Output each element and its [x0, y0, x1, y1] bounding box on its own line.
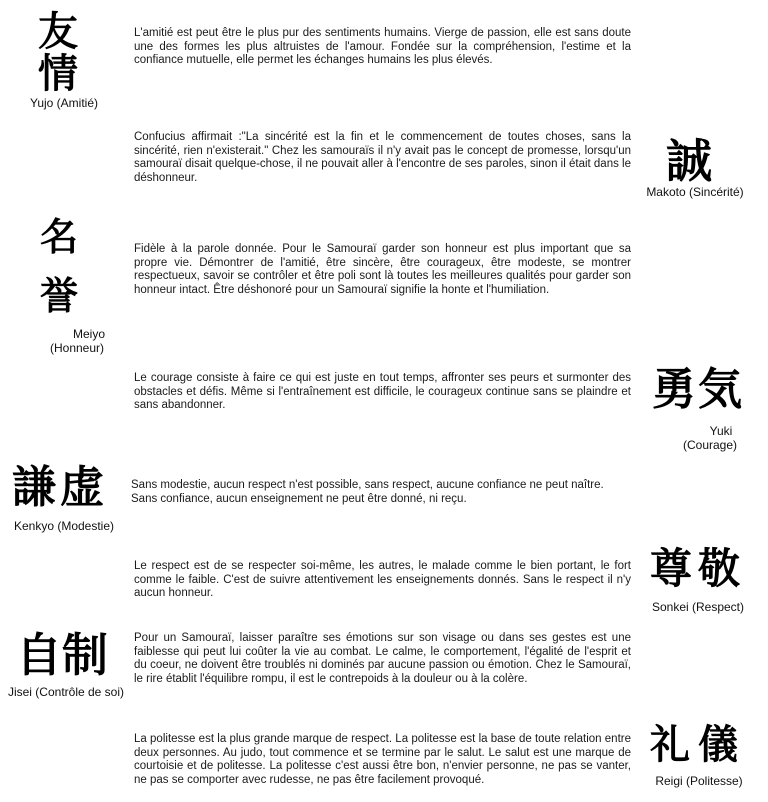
caption-yuki [670, 424, 750, 452]
caption-jisei: Jisei (Contrôle de soi) [7, 685, 125, 699]
kanji-jo: 情 [38, 50, 78, 97]
caption-meiyo-name: Meiyo [72, 327, 105, 341]
caption-yuki-meaning: (Courage) [682, 438, 738, 452]
text-yuki: Le courage consiste à faire ce qui est juste en tout temps, affronter ses peurs et surmonter des obstacles et défis. Même si l'entraînement est difficile, le courageux continue sans se plaindre et sans abandonner. [134, 372, 631, 412]
text-kenkyo: Sans modestie, aucun respect n'est possible, sans respect, aucune confiance ne peut naître. Sans confiance, aucun enseignement ne peut être donné, ni reçu. [131, 479, 604, 505]
text-jisei: Pour un Samouraï, laisser paraître ses émotions sur son visage ou dans ses gestes est une faiblesse qui peut lui coûter la vie au combat. Le calme, le comportement, l'égalité de l'esprit et du coeur, ne doivent être troublés ni dominés par aucune passion ou émotion. Chez le Samouraï, le rire établit l'équilibre rompu, il est le contrepoids à la douleur ou à la colère. [134, 632, 631, 685]
text-yujo: L'amitié est peut être le plus pur des sentiments humains. Vierge de passion, elle est sans doute une des formes les plus altruistes de l'amour. Fondée sur la compréhension, l'estime et la confiance mutuelle, elle permet les échanges humains les plus élevés. [134, 27, 631, 67]
kanji-yo: 誉 [40, 273, 79, 318]
text-makoto: Confucius affirmait :"La sincérité est la fin et le commencement de toutes choses, sans la sincérité, rien n'existerait." Chez les samouraïs il n'y avait pas le concept de promesse, lorsqu'un samouraï disait quelque-chose, il ne pouvait aller à l'encontre de ses paroles, sinon il était dans le déshonneur. [134, 131, 631, 184]
kanji-yu: 友 [38, 8, 78, 55]
kanji-son: 尊 [650, 544, 693, 593]
caption-meiyo-meaning: (Honneur) [49, 341, 105, 355]
caption-sonkei: Sonkei (Respect) [651, 600, 745, 614]
kanji-yuu: 勇 [652, 364, 696, 415]
kanji-kei: 敬 [698, 544, 741, 593]
caption-kenkyo: Kenkyo (Modestie) [13, 519, 115, 533]
caption-makoto: Makoto (Sincérité) [646, 185, 744, 199]
kanji-sei: 制 [62, 628, 108, 682]
text-reigi: La politesse est la plus grande marque de respect. La politesse est la base de toute relation entre deux personnes. Au judo, tout commence et se termine par le salut. Le salut est une marque de courtoisie et de politesse. La politesse c'est aussi être bon, n'envier personne, ne pas se vanter, ne pas se comporter avec rudesse, ne pas être facilement provoqué. [134, 733, 631, 786]
caption-yuki-name: Yuki [709, 424, 733, 438]
caption-meiyo [40, 327, 130, 355]
kanji-ji: 自 [16, 628, 62, 682]
kanji-ki: 気 [698, 364, 742, 415]
kanji-rei: 礼 [650, 721, 690, 768]
text-sonkei: Le respect est de se respecter soi-même, les autres, le malade comme le bien portant, le fort comme le faible. C'est de suivre attentivement les enseignements donnés. Sans le respect il n'y aucun honneur. [134, 560, 631, 600]
kanji-kyo: 虚 [60, 462, 104, 513]
caption-yujo: Yujo (Amitié) [29, 96, 99, 110]
kanji-makoto: 誠 [666, 134, 712, 188]
text-meiyo: Fidèle à la parole donnée. Pour le Samouraï garder son honneur est plus important que sa propre vie. Démontrer de l'amitié, être sincère, être courageux, être modeste, se montrer respectueux, savoir se contrôler et être poli sont là toutes les meilleures qualités pour garder son honneur intact. Être déshonoré pour un Samouraï signifie la honte et l'humiliation. [134, 243, 631, 296]
caption-reigi: Reigi (Politesse) [655, 774, 743, 788]
kanji-mei: 名 [40, 214, 79, 259]
kanji-gi: 儀 [698, 721, 738, 768]
kanji-ken: 謙 [12, 462, 56, 513]
